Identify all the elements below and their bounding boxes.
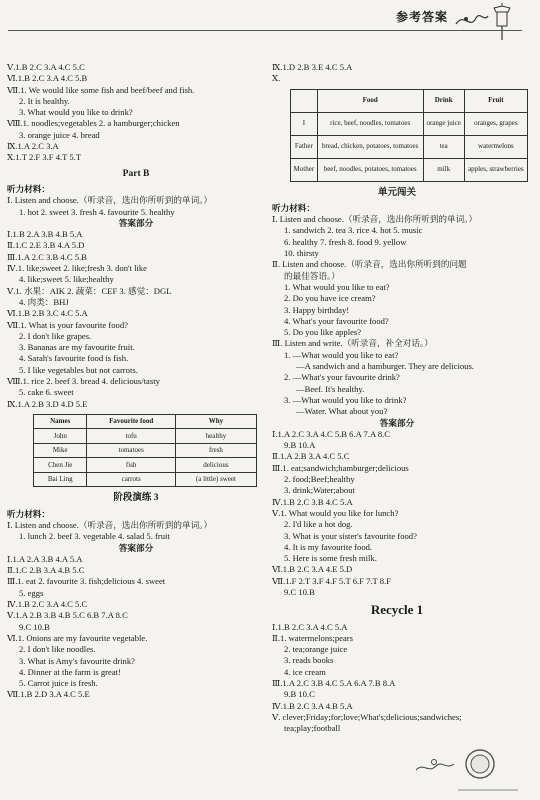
answer-line: Ⅲ.1.A 2.C 3.B 4.C 5.B [7, 251, 87, 262]
table-cell: watermelons [464, 135, 527, 158]
answer-line: 10. thirsty [284, 248, 319, 259]
answer-line: 3. reads books [284, 655, 334, 666]
listening-material-title: 听力材料： [7, 183, 50, 194]
answer-line: Ⅷ.1. rice 2. beef 3. bread 4. delicious/tasty [7, 376, 160, 387]
answer-line: Ⅳ.1.B 2.C 3.A 4.B 5.A [272, 700, 353, 711]
table-cell: Mike [34, 443, 87, 458]
table-cell: fresh [175, 443, 256, 458]
answer-line: 3. What would you like to drink? [19, 107, 133, 118]
answer-line: 3. Bananas are my favourite fruit. [19, 342, 135, 353]
section-title-part-b: Part B [122, 168, 150, 179]
answer-line: 3. drink;Water;about [284, 485, 355, 496]
table-header-cell: Favourite food [87, 414, 175, 429]
answers-title: 答案部分 [118, 542, 154, 553]
table-row [291, 135, 528, 158]
table-cell: tea [423, 135, 464, 158]
table-row [291, 158, 528, 181]
table-cell: carrots [87, 472, 175, 487]
answer-line: 2. I don't like noodles. [19, 644, 96, 655]
answer-line: 1. sandwich 2. tea 3. rice 4. hot 5. music [284, 225, 423, 236]
answer-line: Ⅲ.1. eat;sandwich;hamburger;delicious [272, 462, 409, 473]
answer-line: Ⅷ.1. noodles;vegetables 2. a hamburger;chicken [7, 118, 180, 129]
answer-line: 4. It is my favourite food. [284, 541, 373, 552]
answer-line: Ⅴ.1.A 2.B 3.B 4.B 5.C 6.B 7.A 8.C [7, 610, 128, 621]
answer-line: Ⅸ.1.D 2.B 3.E 4.C 5.A [272, 62, 353, 72]
table-cell: milk [423, 158, 464, 181]
answer-line: Ⅰ. Listen and choose.（听录音，选出你所听到的单词。） [272, 214, 478, 225]
table-header-cell: Food [317, 89, 423, 112]
table-cell: oranges, grapes [464, 112, 527, 135]
answers-block [272, 622, 522, 735]
answer-line: 5. Here is some fresh milk. [284, 553, 377, 564]
answers-block [7, 229, 265, 410]
answer-line: Ⅸ.1.A 2.C 3.A [7, 141, 59, 152]
answer-line: 5. Do you like apples? [284, 327, 362, 338]
answer-line: 2. I don't like grapes. [19, 330, 92, 341]
table-cell: tofu [87, 429, 175, 444]
answer-line: 5. I like vegetables but not carrots. [19, 364, 138, 375]
table-cell: Chen Jie [34, 458, 87, 473]
answer-line: Ⅰ. Listen and choose.（听录音，选出你所听到的单词。） [7, 195, 213, 206]
answer-line: —Beef. It's healthy. [296, 383, 365, 394]
table-cell: bread, chicken, potatoes, tomatoes [317, 135, 423, 158]
answer-line: 2. Do you have ice cream? [284, 293, 376, 304]
answer-line: 1. What would you like to eat? [284, 281, 390, 292]
section-title-stage-practice: 阶段演练 3 [113, 493, 159, 504]
answer-line: 5. cake 6. sweet [19, 387, 74, 398]
answers-title: 答案部分 [379, 417, 415, 428]
answer-line: Ⅲ.1.A 2.C 3.B 4.C 5.A 6.A 7.B 8.A [272, 678, 396, 689]
answer-line: Ⅱ.1.A 2.B 3.A 4.C 5.C [272, 451, 350, 462]
table-cell: rice, beef, noodles, tomatoes [317, 112, 423, 135]
answer-line: Ⅱ. Listen and choose.（听录音，选出你所听到的问题 [272, 259, 467, 270]
section-title-recycle: Recycle 1 [370, 602, 424, 618]
answer-line: 3. What is Amy's favourite drink? [19, 655, 135, 666]
answer-line: Ⅶ.1. What is your favourite food? [7, 319, 128, 330]
answer-line: Ⅴ.1. 水果：AIK 2. 蔬菜：CEF 3. 感觉：DGL [7, 285, 172, 296]
table-row [34, 472, 257, 487]
answer-line: 1. lunch 2. beef 3. vegetable 4. salad 5. fruit [19, 531, 170, 542]
answer-line: Ⅳ.1. like;sweet 2. like;fresh 3. don't like [7, 263, 147, 274]
answer-line: Ⅳ.1.B 2.C 3.A 4.C 5.C [7, 599, 88, 610]
table-cell: (a little) sweet [175, 472, 256, 487]
table-header-cell: Drink [423, 89, 464, 112]
answer-line: Ⅲ.1. eat 2. favourite 3. fish;delicious 4. sweet [7, 576, 166, 587]
food-drink-fruit-table [290, 89, 528, 182]
table-row [34, 443, 257, 458]
left-column [7, 62, 265, 701]
answer-line: Ⅴ.1.B 2.C 3.A 4.C 5.C [7, 62, 85, 72]
answer-line: 9.B 10.A [284, 440, 316, 451]
listening-material-block [7, 195, 265, 218]
answer-line: Ⅰ.1.A 2.A 3.B 4.A 5.A [7, 553, 83, 564]
table-row [291, 112, 528, 135]
answer-line: 1. hot 2. sweet 3. fresh 4. favourite 5. healthy [19, 206, 175, 217]
answer-line: Ⅰ. Listen and choose.（听录音，选出你所听到的单词。） [7, 520, 213, 530]
table-header-row [291, 89, 528, 112]
answer-line: 4. 肉类：BHJ [19, 296, 69, 307]
table-header-cell: Why [175, 414, 256, 429]
answer-line: 3. —What would you like to drink? [284, 394, 407, 405]
answer-line: 的最佳答语。） [284, 270, 340, 281]
answer-line: Ⅵ.1. Onions are my favourite vegetable. [7, 632, 148, 643]
answer-line: Ⅶ.1. We would like some fish and beef/beef and fish. [7, 84, 195, 95]
section-title-unit-test: 单元闯关 [377, 187, 416, 198]
listening-material-title: 听力材料： [7, 508, 50, 519]
favourite-food-table [33, 414, 257, 488]
decorative-flower-icon [414, 740, 524, 795]
table-cell: apples, strawberries [464, 158, 527, 181]
table-cell: Father [291, 135, 318, 158]
answer-line: 1. —What would you like to eat? [284, 349, 399, 360]
table-header-cell: Names [34, 414, 87, 429]
answer-line: Ⅰ.1.B 2.C 3.A 4.C 5.A [272, 621, 348, 632]
answer-line: 4. Sarah's favourite food is fish. [19, 353, 129, 364]
header-rule [8, 30, 522, 31]
table-cell: fish [87, 458, 175, 473]
answer-line: Ⅱ.1.C 2.B 3.A 4.B 5.C [7, 565, 85, 576]
table-cell: healthy [175, 429, 256, 444]
answer-line: Ⅵ.1.B 2.C 3.A 4.E 5.D [272, 564, 353, 575]
listening-material-block [272, 214, 522, 417]
table-cell: tomatoes [87, 443, 175, 458]
answer-line: 5. Carrot juice is fresh. [19, 678, 98, 689]
table-row [34, 429, 257, 444]
header-title: 参考答案 [395, 10, 448, 24]
answer-line: Ⅲ. Listen and write.（听录音，补全对话。） [272, 338, 433, 349]
answer-line: 2. —What's your favourite drink? [284, 372, 400, 383]
answer-line: Ⅴ.1. What would you like for lunch? [272, 507, 399, 518]
table-header-cell [291, 89, 318, 112]
answer-line: 4. Dinner at the farm is great! [19, 666, 121, 677]
answer-line: 2. tea;orange juice [284, 644, 348, 655]
answer-line: 2. It is healthy. [19, 95, 70, 106]
table-header-row [34, 414, 257, 429]
table-cell: Bai Ling [34, 472, 87, 487]
answer-line: 4. like;sweet 5. like;healthy [19, 274, 114, 285]
answer-line: Ⅶ.1.B 2.D 3.A 4.C 5.E [7, 689, 90, 700]
answer-line: Ⅰ.1.B 2.A 3.B 4.B 5.A [7, 229, 83, 240]
answer-line: 9.B 10.C [284, 689, 315, 700]
decorative-lantern-icon [454, 2, 518, 42]
answer-line: Ⅵ.1.B 2.B 3.C 4.C 5.A [7, 308, 88, 319]
table-cell: orange juice [423, 112, 464, 135]
answer-line: 4. ice cream [284, 666, 326, 677]
answer-line: Ⅴ. clever;Friday;for;love;What's;delicious;sandwiches; [272, 711, 462, 722]
answer-line: Ⅱ.1. watermelons;pears [272, 632, 354, 643]
answer-line: Ⅹ.1.T 2.F 3.F 4.T 5.T [7, 152, 82, 163]
table-header-cell: Fruit [464, 89, 527, 112]
answer-line: 4. What's your favourite food? [284, 315, 389, 326]
table-cell: John [34, 429, 87, 444]
answer-line: Ⅸ.1.A 2.B 3.D 4.D 5.E [7, 398, 88, 409]
answer-line: 9.C 10.B [19, 621, 50, 632]
answer-line: 3. orange juice 4. bread [19, 129, 100, 140]
answers-title: 答案部分 [118, 217, 154, 228]
answer-line: Ⅵ.1.B 2.C 3.A 4.C 5.B [7, 73, 88, 84]
answer-line: Ⅳ.1.B 2.C 3.B 4.C 5.A [272, 496, 353, 507]
answer-line: 9.C 10.B [284, 586, 315, 597]
answer-line: 5. eggs [19, 587, 44, 598]
answer-line: Ⅹ. [272, 73, 281, 84]
answer-line: 6. healthy 7. fresh 8. food 9. yellow [284, 236, 407, 247]
answer-line: —A sandwich and a hamburger. They are delicious. [296, 361, 474, 372]
answer-line: —Water. What about you? [296, 406, 388, 417]
table-cell: beef, noodles, potatoes, tomatoes [317, 158, 423, 181]
right-column [272, 62, 522, 735]
listening-material-block [7, 520, 265, 543]
answers-block [272, 429, 522, 598]
exercise-answers-block [7, 62, 265, 164]
answer-line: 2. I'd like a hot dog. [284, 519, 353, 530]
answers-block [7, 554, 265, 701]
answer-line: 2. food;Beef;healthy [284, 474, 355, 485]
answer-line: Ⅰ.1.A 2.C 3.A 4.C 5.B 6.A 7.A 8.C [272, 428, 390, 439]
listening-material-title: 听力材料： [272, 202, 315, 213]
answer-line: 3. Happy birthday! [284, 304, 350, 315]
answer-line: Ⅱ.1.C 2.E 3.B 4.A 5.D [7, 240, 85, 251]
answer-line: 3. What is your sister's favourite food? [284, 530, 417, 541]
answer-line: tea;play;football [284, 723, 341, 734]
exercise-answers-block [272, 62, 522, 85]
table-cell: I [291, 112, 318, 135]
table-cell: delicious [175, 458, 256, 473]
answer-line: Ⅶ.1.F 2.T 3.F 4.F 5.T 6.F 7.T 8.F [272, 575, 392, 586]
table-row [34, 458, 257, 473]
table-cell: Mother [291, 158, 318, 181]
